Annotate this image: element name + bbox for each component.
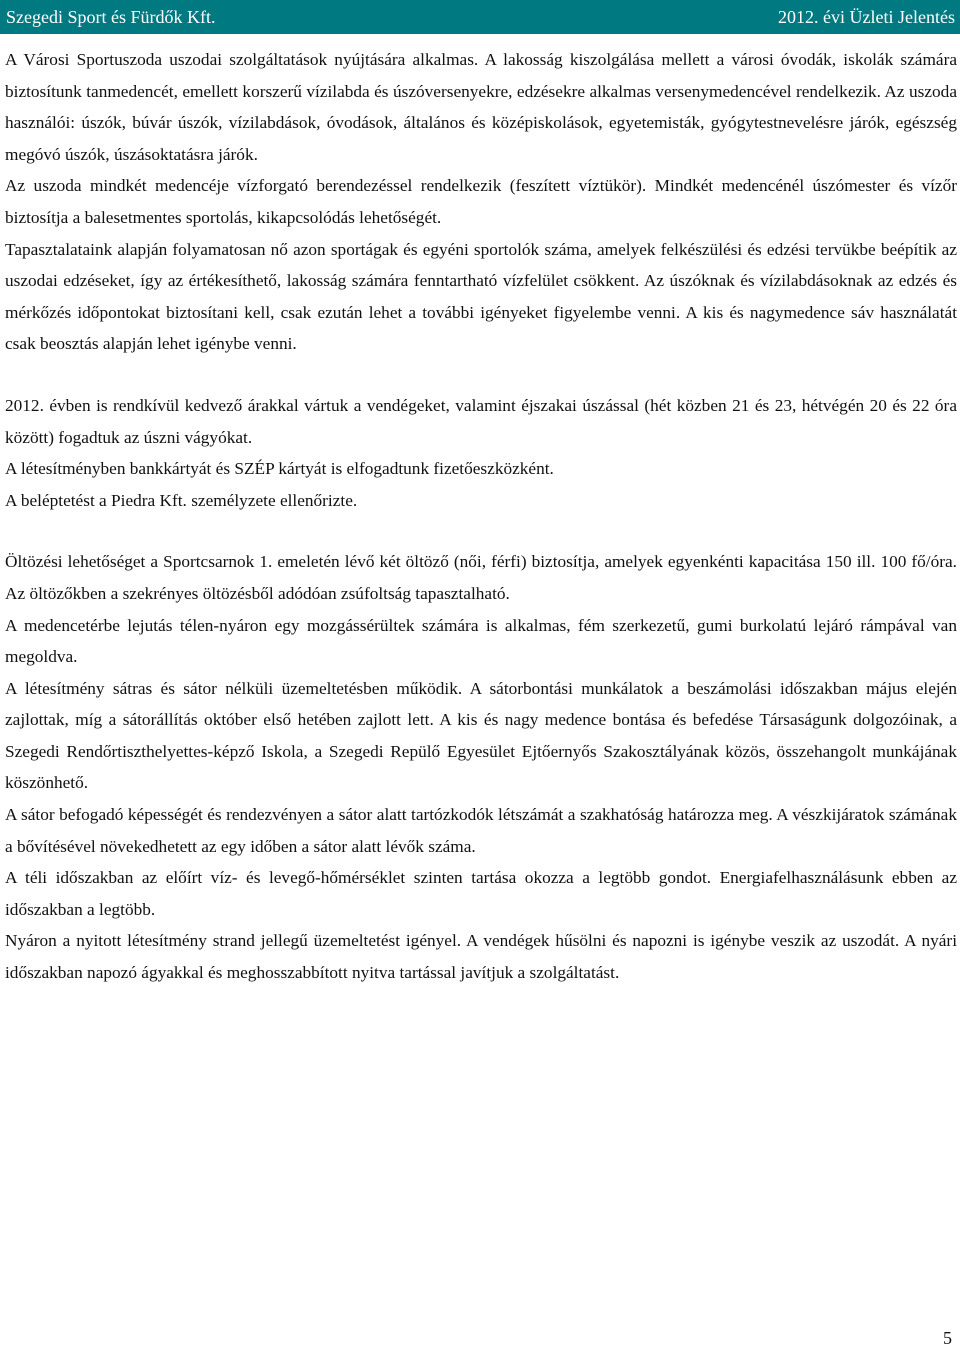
- paragraph-gap: [5, 516, 957, 546]
- header-company: Szegedi Sport és Fürdők Kft.: [6, 6, 216, 27]
- paragraph-experience: Tapasztalataink alapján folyamatosan nő azon sportágak és egyéni sportolók száma, amelyek felkészülési és edzési tervükbe beépítik az uszodai edzéseket, így az értékesíthető, lakosság számára fenntartható vízfelület csökkent. Az úszóknak és vízilabdásoknak az edzés és mérkőzés időpontokat biztosítani kell, csak ezután lehet a további igényeket figyelembe venni. A kis és nagymedence sáv használatát csak beosztás alapján lehet igénybe venni.: [5, 239, 957, 354]
- header-report-title: 2012. évi Üzleti Jelentés: [778, 6, 955, 27]
- paragraph-tent-operation: A létesítmény sátras és sátor nélküli üzemeltetésben működik. A sátorbontási munkálatok a beszámolási időszakban május elején zajlottak, míg a sátorállítás október első hetében zajlott lett. A kis és nagy medence bontása és befedése Társaságunk dolgozóinak, a Szegedi Rendőrtiszthelyettes-képző Iskola, a Szegedi Repülő Egyesület Ejtőernyős Szakosztályának közös, összehangolt munkájának köszönhető.: [5, 678, 957, 793]
- paragraph-winter: A téli időszakban az előírt víz- és levegő-hőmérséklet szinten tartása okozza a legtöbb gondot. Energiafelhasználásunk ebben az időszakban a legtöbb.: [5, 868, 957, 919]
- paragraph-changing-rooms: Öltözési lehetőséget a Sportcsarnok 1. emeletén lévő két öltöző (női, férfi) biztosítja, amelyek egyenkénti kapacitása 150 ill. 100 fő/óra. Az öltözőkben a szekrényes öltözésből adódóan zsúfoltság tapasztalható.: [5, 552, 957, 603]
- paragraph-ramp: A medencetérbe lejutás télen-nyáron egy mozgássérültek számára is alkalmas, fém szerkezetű, gumi burkolatú lejáró rámpával van megoldva.: [5, 615, 957, 667]
- document-body: [5, 44, 957, 989]
- paragraph-payment: A létesítményben bankkártyát és SZÉP kártyát is elfogadtunk fizetőeszközként.: [5, 459, 554, 479]
- paragraph-summer: Nyáron a nyitott létesítmény strand jellegű üzemeltetést igényel. A vendégek hűsölni és napozni is igénybe veszik az uszodát. A nyári időszakban napozó ágyakkal és meghosszabbított nyitva tartással javítjuk a szolgáltatást.: [5, 931, 957, 983]
- page-number: 5: [943, 1328, 952, 1348]
- paragraph-tent-capacity: A sátor befogadó képességét és rendezvényen a sátor alatt tartózkodók létszámát a szakhatóság határozza meg. A vészkijáratok számának a bővítésével növekedhetett az egy időben a sátor alatt lévők száma.: [5, 805, 957, 856]
- paragraph-2012-prices: 2012. évben is rendkívül kedvező árakkal vártuk a vendégeket, valamint éjszakai úszással (hét közben 21 és 23, hétvégén 20 és 22 óra között) fogadtuk az úszni vágyókat.: [5, 395, 957, 447]
- paragraph-entry-control: A beléptetést a Piedra Kft. személyzete ellenőrizte.: [5, 490, 358, 510]
- paragraph-pool-intro: A Városi Sportuszoda uszodai szolgáltatások nyújtására alkalmas. A lakosság kiszolgálása mellett a városi óvodák, iskolák számára biztosítunk tanmedencét, emellett korszerű vízilabda és úszóversenyekre, edzésekre alkalmas versenymedencével rendelkezik. Az uszoda használói: úszók, búvár úszók, vízilabdások, óvodások, általános és középiskolások, egyetemisták, gyógytestnevelésre járók, egészség megóvó úszók, úszásoktatásra járók.: [5, 50, 957, 164]
- page-header: [0, 0, 960, 34]
- paragraph-gap: [5, 360, 957, 390]
- paragraph-pool-equipment: Az uszoda mindkét medencéje vízforgató berendezéssel rendelkezik (feszített víztükör). Mindkét medencénél úszómester és vízőr biztosítja a balesetmentes sportolás, kikapcsolódás lehetőségét.: [5, 176, 957, 227]
